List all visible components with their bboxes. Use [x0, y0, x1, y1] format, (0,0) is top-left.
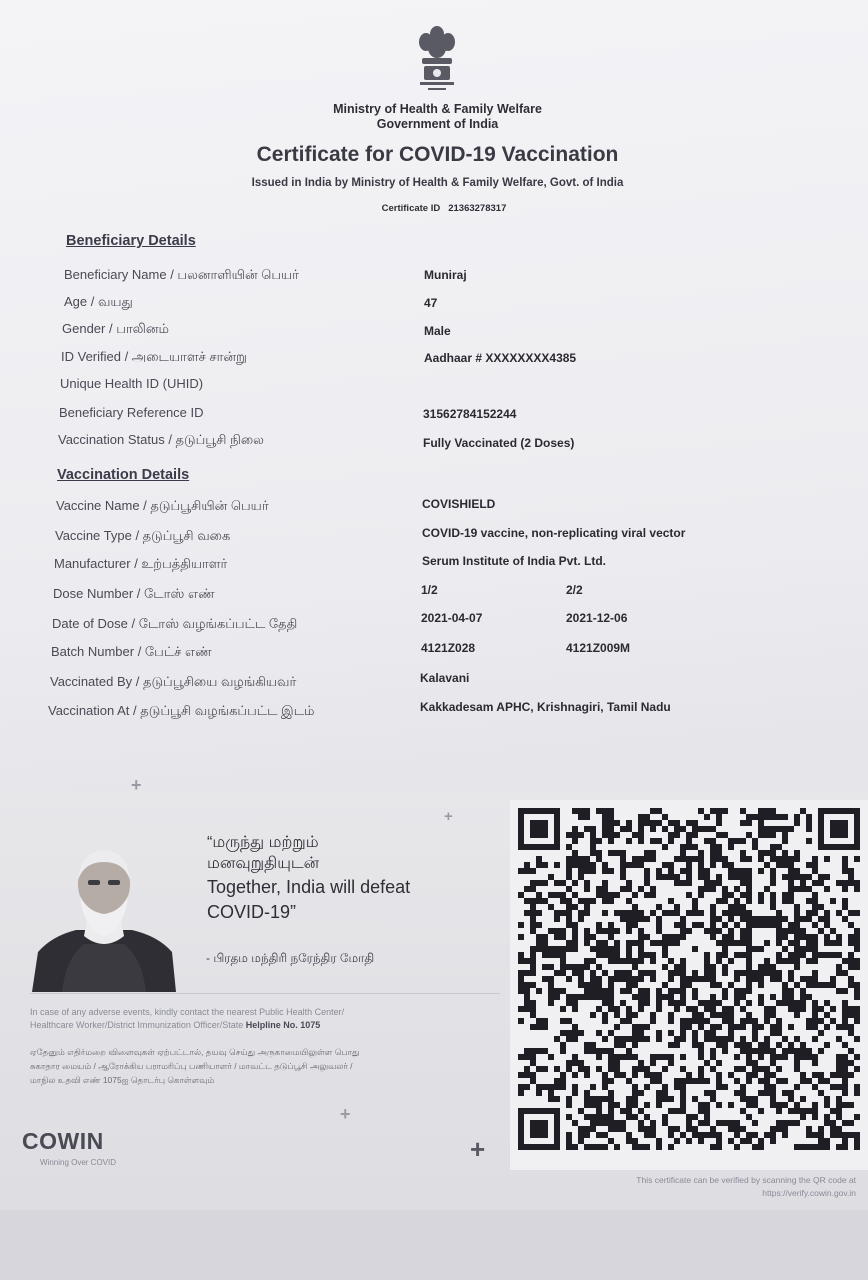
- certificate-id-label: Certificate ID: [381, 203, 441, 214]
- ministry-line2: Government of India: [376, 117, 499, 131]
- vaccine-name-label: Vaccine Name / தடுப்பூசியின் பெயர்: [56, 498, 269, 513]
- gender-label: Gender / பாலினம்: [62, 321, 169, 336]
- contact-line2-text: Healthcare Worker/District Immunization Officer/State: [30, 1020, 244, 1030]
- batch-number-label: Batch Number / பேட்ச் எண்: [51, 644, 212, 659]
- verify-line2: https://verify.cowin.gov.in: [762, 1188, 856, 1198]
- manufacturer-label: Manufacturer / உற்பத்தியாளர்: [54, 556, 228, 571]
- plus-mark-icon: +: [444, 808, 453, 825]
- portrait-photo: [32, 840, 176, 992]
- plus-mark-icon: +: [131, 775, 142, 795]
- plus-mark-icon: +: [340, 1104, 351, 1124]
- id-verified-label: ID Verified / அடையாளச் சான்று: [61, 349, 247, 364]
- date-of-dose-2: 2021-12-06: [566, 611, 628, 625]
- contact-line2: [30, 1019, 490, 1032]
- uhid-label: Unique Health ID (UHID): [60, 376, 204, 391]
- helpline-number: Helpline No. 1075: [245, 1020, 321, 1030]
- certificate-id-value: 21363278317: [448, 203, 507, 214]
- beneficiary-details-heading: Beneficiary Details: [66, 233, 196, 249]
- certificate-title: Certificate for COVID-19 Vaccination: [256, 143, 619, 166]
- batch-number-2: 4121Z009M: [566, 641, 631, 655]
- beneficiary-name-label: Beneficiary Name / பலனாளியின் பெயர்: [64, 267, 299, 282]
- id-verified-value: Aadhaar # XXXXXXXX4385: [424, 351, 577, 365]
- reference-id-label: Beneficiary Reference ID: [59, 405, 204, 420]
- batch-number-1: 4121Z028: [421, 641, 476, 655]
- vaccinated-by-label: Vaccinated By / தடுப்பூசியை வழங்கியவர்: [50, 674, 297, 689]
- pm-quote: [207, 832, 497, 923]
- vaccination-at-value: Kakkadesam APHC, Krishnagiri, Tamil Nadu: [420, 700, 671, 714]
- plus-mark-icon: +: [470, 1134, 486, 1164]
- date-of-dose-label: Date of Dose / டோஸ் வழங்கப்பட்ட தேதி: [52, 616, 298, 631]
- dose-number-label: Dose Number / டோஸ் எண்: [53, 586, 215, 601]
- adverse-events-contact-tamil: [30, 1045, 490, 1087]
- quote-tamil-line2: மனவுறுதியுடன்: [207, 855, 320, 872]
- contact-tamil-line2: சுகாதார மையம் / ஆரோக்கிய பராமரிப்பு பணியாளர் / மாவட்ட தடுப்பூசி அலுவலர் /: [30, 1061, 353, 1071]
- ministry-line1: Ministry of Health & Family Welfare: [333, 102, 542, 116]
- ashoka-emblem-icon: [412, 22, 462, 94]
- quote-english-line1: Together, India will defeat: [207, 877, 411, 897]
- verification-note: [520, 1174, 856, 1200]
- age-value: 47: [424, 296, 438, 310]
- manufacturer-value: Serum Institute of India Pvt. Ltd.: [422, 554, 607, 568]
- vaccine-type-label: Vaccine Type / தடுப்பூசி வகை: [55, 528, 231, 543]
- vaccination-at-label: Vaccination At / தடுப்பூசி வழங்கப்பட்ட இடம்: [48, 703, 315, 718]
- vaccination-details-heading: Vaccination Details: [57, 467, 190, 483]
- vaccine-name-value: COVISHIELD: [422, 497, 496, 511]
- contact-tamil-line1: ஏதேனும் எதிர்மறை விளைவுகள் ஏற்பட்டால், தயவு செய்து அருகாமையிலுள்ள பொது: [30, 1047, 360, 1057]
- vaccination-status-label: Vaccination Status / தடுப்பூசி நிலை: [58, 432, 264, 447]
- age-label: Age / வயது: [64, 294, 133, 309]
- contact-tamil-line3: மாநில உதவி எண் 1075ஐ தொடர்பு கொள்ளவும்: [30, 1075, 215, 1085]
- gender-value: Male: [424, 324, 451, 338]
- dose-number-2: 2/2: [566, 583, 583, 597]
- divider: [30, 993, 500, 994]
- reference-id-value: 31562784152244: [423, 407, 517, 421]
- cowin-tagline: Winning Over COVID: [40, 1158, 117, 1167]
- date-of-dose-1: 2021-04-07: [421, 611, 483, 625]
- background-surface: [0, 1210, 868, 1280]
- vaccinated-by-value: Kalavani: [420, 671, 470, 685]
- issued-by-line: Issued in India by Ministry of Health & Family Welfare, Govt. of India: [251, 177, 624, 189]
- qr-code-icon[interactable]: [518, 808, 860, 1164]
- quote-english-line2: COVID-19”: [207, 902, 297, 922]
- ministry-name: [300, 102, 575, 132]
- contact-line1: In case of any adverse events, kindly contact the nearest Public Health Center/: [30, 1007, 345, 1017]
- cowin-logo: COWIN: [22, 1128, 104, 1154]
- verify-line1: This certificate can be verified by scanning the QR code at: [636, 1175, 856, 1185]
- quote-attribution: - பிரதம மந்திரி நரேந்திர மோதி: [206, 951, 375, 965]
- vaccination-status-value: Fully Vaccinated (2 Doses): [423, 436, 575, 450]
- vaccine-type-value: COVID-19 vaccine, non-replicating viral vector: [422, 526, 686, 540]
- dose-number-1: 1/2: [421, 583, 438, 597]
- adverse-events-contact: [30, 1006, 490, 1032]
- quote-tamil-line1: “மருந்து மற்றும்: [207, 834, 319, 851]
- certificate-id: [340, 203, 540, 214]
- beneficiary-name-value: Muniraj: [424, 268, 467, 282]
